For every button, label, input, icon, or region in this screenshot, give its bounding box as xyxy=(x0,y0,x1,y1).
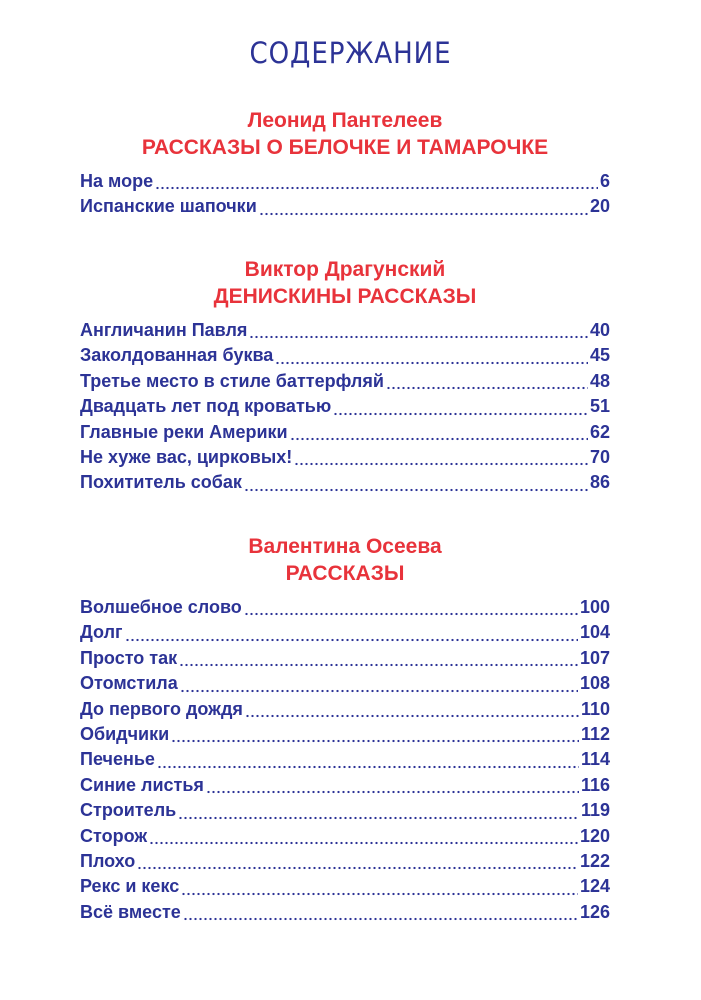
toc-entry-page-number: 112 xyxy=(580,723,610,744)
toc-entry-title: Испанские шапочки xyxy=(80,196,257,217)
toc-entry-page-number: 108 xyxy=(579,673,610,694)
section-header xyxy=(80,107,610,161)
toc-entry xyxy=(80,597,610,622)
dot-leader xyxy=(290,437,588,441)
toc-entry-title: Долг xyxy=(80,622,123,643)
toc-entry-page-number: 107 xyxy=(579,647,610,668)
dot-leader xyxy=(149,841,578,845)
toc-entry xyxy=(80,320,610,345)
toc-entry xyxy=(80,902,610,927)
toc-entry-page-number: 51 xyxy=(589,396,610,417)
toc-entry-title: Двадцать лет под кроватью xyxy=(80,396,332,417)
toc-entry xyxy=(80,851,610,876)
toc-entry xyxy=(80,422,610,447)
dot-leader xyxy=(183,917,578,921)
toc-entry-page-number: 122 xyxy=(579,850,610,871)
dot-leader xyxy=(181,892,578,896)
toc-entry-title: На море xyxy=(80,171,154,191)
toc-section-panteleev xyxy=(80,107,610,222)
section-book-title: ДЕНИСКИНЫ РАССКАЗЫ xyxy=(213,285,477,308)
dot-leader xyxy=(137,866,578,870)
toc-entry-title: Англичанин Павля xyxy=(80,320,248,340)
toc-entry-page-number: 116 xyxy=(580,774,610,795)
page-title: СОДЕРЖАНИЕ xyxy=(249,36,452,70)
dot-leader xyxy=(294,462,588,466)
toc-entry-page-number: 100 xyxy=(579,597,610,617)
toc-entry-title: Всё вместе xyxy=(80,901,181,922)
dot-leader xyxy=(155,186,598,190)
toc-entry-title: Просто так xyxy=(80,647,178,668)
dot-leader xyxy=(206,790,579,794)
toc-entry-page-number: 48 xyxy=(589,370,610,391)
toc-entry-page-number: 45 xyxy=(589,345,610,366)
toc-entry-page-number: 86 xyxy=(589,472,610,493)
toc-entry xyxy=(80,876,610,901)
toc-entry-page-number: 40 xyxy=(589,320,610,340)
toc-entry xyxy=(80,673,610,698)
toc-entry xyxy=(80,775,610,800)
section-author: Виктор Драгунский xyxy=(244,258,446,281)
dot-leader xyxy=(386,386,588,390)
toc-entry-page-number: 6 xyxy=(599,171,610,191)
dot-leader xyxy=(125,638,578,642)
toc-entry xyxy=(80,724,610,749)
toc-entry-page-number: 104 xyxy=(579,622,610,643)
toc-entry-page-number: 70 xyxy=(589,446,610,467)
toc-entry-title: Плохо xyxy=(80,850,136,871)
toc-entry xyxy=(80,345,610,370)
toc-entry xyxy=(80,699,610,724)
toc-entry-page-number: 114 xyxy=(580,749,610,770)
toc-entry xyxy=(80,826,610,851)
section-header xyxy=(80,533,610,587)
toc-entry-page-number: 62 xyxy=(589,421,610,442)
toc-entry-title: Строитель xyxy=(80,800,177,821)
dot-leader xyxy=(333,412,588,416)
toc-entry xyxy=(80,171,610,196)
toc-section-oseeva xyxy=(80,533,610,927)
toc-list xyxy=(80,171,610,222)
toc-entry-page-number: 20 xyxy=(589,196,610,217)
toc-entry xyxy=(80,749,610,774)
toc-entry-page-number: 126 xyxy=(579,901,610,922)
toc-entry xyxy=(80,447,610,472)
dot-leader xyxy=(245,714,579,718)
toc-entry-title: Похититель собак xyxy=(80,472,242,493)
toc-entry-title: Главные реки Америки xyxy=(80,421,288,442)
dot-leader xyxy=(180,689,578,693)
section-author: Валентина Осеева xyxy=(248,535,442,558)
toc-list xyxy=(80,597,610,927)
toc-entry xyxy=(80,396,610,421)
toc-entry xyxy=(80,371,610,396)
dot-leader xyxy=(275,361,588,365)
section-author: Леонид Пантелеев xyxy=(247,109,443,132)
toc-entry-page-number: 124 xyxy=(579,876,610,897)
section-header xyxy=(80,256,610,310)
toc-entry-title: Синие листья xyxy=(80,774,204,795)
dot-leader xyxy=(244,612,578,616)
toc-entry-title: Не хуже вас, цирковых! xyxy=(80,446,293,467)
dot-leader xyxy=(178,816,579,820)
toc-entry-page-number: 119 xyxy=(580,800,610,821)
toc-entry-page-number: 120 xyxy=(579,825,610,846)
toc-entry-title: Заколдованная буква xyxy=(80,345,274,366)
section-book-title: РАССКАЗЫ xyxy=(285,562,405,585)
dot-leader xyxy=(157,765,579,769)
dot-leader xyxy=(179,663,578,667)
dot-leader xyxy=(249,335,588,339)
toc-entry-title: Отомстила xyxy=(80,673,178,694)
toc-entry-page-number: 110 xyxy=(580,698,610,719)
toc-entry xyxy=(80,648,610,673)
dot-leader xyxy=(259,212,588,216)
section-book-title: РАССКАЗЫ О БЕЛОЧКЕ И ТАМАРОЧКЕ xyxy=(141,136,549,159)
toc-entry xyxy=(80,622,610,647)
toc-section-dragunsky xyxy=(80,256,610,498)
toc-entry-title: До первого дождя xyxy=(80,698,243,719)
toc-entry-title: Печенье xyxy=(80,749,155,770)
toc-entry-title: Волшебное слово xyxy=(80,597,242,617)
toc-entry xyxy=(80,472,610,497)
toc-entry-title: Третье место в стиле баттерфляй xyxy=(80,370,384,391)
toc-entry xyxy=(80,196,610,221)
toc-entry xyxy=(80,800,610,825)
toc-entry-title: Обидчики xyxy=(80,723,170,744)
toc-entry-title: Рекс и кекс xyxy=(80,876,180,897)
dot-leader xyxy=(244,488,588,492)
toc-entry-title: Сторож xyxy=(80,825,148,846)
toc-list xyxy=(80,320,610,498)
dot-leader xyxy=(171,739,579,743)
